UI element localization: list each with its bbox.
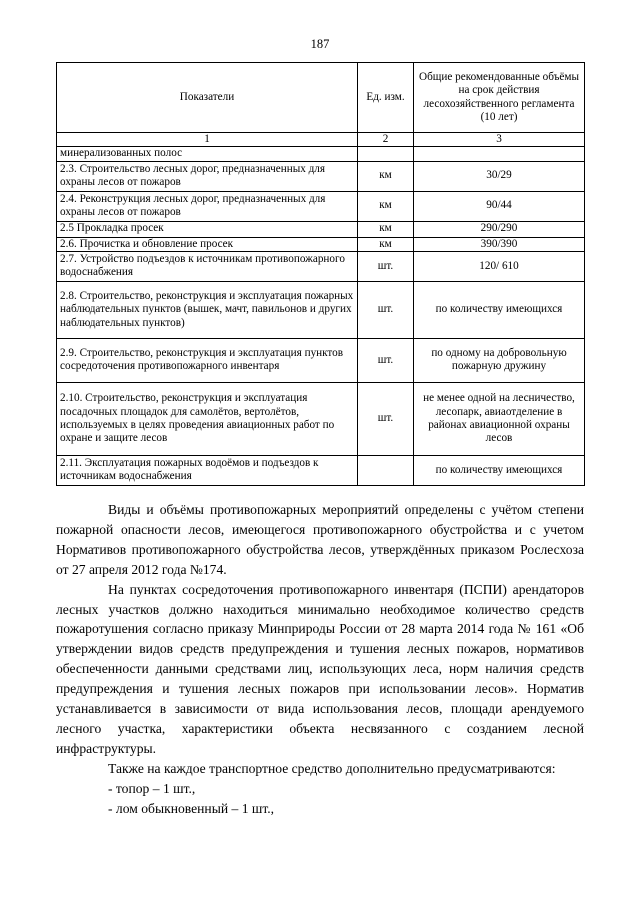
table-row — [57, 251, 585, 281]
row-value: не менее одной на лесничество, лесопарк, авиаотделение в районах авиационной охраны лесов — [414, 382, 585, 455]
row-value: 120/ 610 — [414, 251, 585, 281]
row-unit: шт. — [358, 382, 414, 455]
table-row — [57, 147, 585, 161]
row-unit — [358, 147, 414, 161]
table-numbering-row — [57, 133, 585, 147]
row-indicator: 2.11. Эксплуатация пожарных водоёмов и подъездов к источникам водоснабжения — [57, 455, 358, 485]
paragraph: На пунктах сосредоточения противопожарного инвентаря (ПСПИ) арендаторов лесных участков должно находиться минимально необходимое количество средств пожаротушения согласно приказу Минприроды России от 28 марта 2014 года № 161 «Об утверждении видов средств предупреждения и тушения лесных пожаров, нормативов обеспеченности данными средствами лиц, использующих леса, норм наличия средств предупреждения и тушения лесных пожаров при использовании лесов». Норматив устанавливается в зависимости от вида использования лесов, площади арендуемого лесного участка, характеристики объекта несвязанного с созданием лесной инфраструктуры. — [56, 581, 584, 756]
header-unit: Ед. изм. — [358, 63, 414, 133]
row-unit: шт. — [358, 281, 414, 338]
header-volumes: Общие рекомендованные объёмы на срок действия лесохозяйственного регламента (10 лет) — [414, 63, 585, 133]
row-value: по количеству имеющихся — [414, 281, 585, 338]
row-unit: шт. — [358, 338, 414, 382]
row-value: по количеству имеющихся — [414, 455, 585, 485]
table-row — [57, 237, 585, 251]
row-value — [414, 147, 585, 161]
table-row — [57, 382, 585, 455]
page-number: 187 — [310, 37, 330, 51]
row-indicator: минерализованных полос — [57, 147, 358, 161]
row-unit: км — [358, 161, 414, 191]
column-number: 2 — [358, 133, 414, 147]
row-indicator: 2.5 Прокладка просек — [57, 221, 358, 237]
row-indicator: 2.9. Строительство, реконструкция и эксплуатация пунктов сосредоточения противопожарного инвентаря — [57, 338, 358, 382]
column-number: 1 — [57, 133, 358, 147]
table-row — [57, 191, 585, 221]
column-number: 3 — [414, 133, 585, 147]
row-unit — [358, 455, 414, 485]
row-value: по одному на добровольную пожарную дружину — [414, 338, 585, 382]
row-unit: км — [358, 221, 414, 237]
body-text — [56, 500, 584, 819]
table-row — [57, 161, 585, 191]
header-indicators: Показатели — [57, 63, 358, 133]
table-header-row — [57, 63, 585, 133]
row-value: 30/29 — [414, 161, 585, 191]
row-unit: шт. — [358, 251, 414, 281]
row-value: 90/44 — [414, 191, 585, 221]
list-item: - топор – 1 шт., — [108, 780, 196, 796]
row-indicator: 2.8. Строительство, реконструкция и эксплуатация пожарных наблюдательных пунктов (вышек, мачт, павильонов и других наблюдательных пунктов) — [57, 281, 358, 338]
fire-prevention-table — [56, 62, 585, 486]
row-indicator: 2.3. Строительство лесных дорог, предназначенных для охраны лесов от пожаров — [57, 161, 358, 191]
row-indicator: 2.4. Реконструкция лесных дорог, предназначенных для охраны лесов от пожаров — [57, 191, 358, 221]
paragraph: Также на каждое транспортное средство дополнительно предусматриваются: — [108, 760, 556, 776]
table-row — [57, 281, 585, 338]
table-row — [57, 221, 585, 237]
row-value: 290/290 — [414, 221, 585, 237]
row-indicator: 2.10. Строительство, реконструкция и эксплуатация посадочных площадок для самолётов, вертолётов, используемых в целях проведения авиационных работ по охране и защите лесов — [57, 382, 358, 455]
table-row — [57, 338, 585, 382]
row-indicator: 2.6. Прочистка и обновление просек — [57, 237, 358, 251]
paragraph: Виды и объёмы противопожарных мероприятий определены с учётом степени пожарной опасности лесов, имеющегося противопожарного обустройства и с учетом Нормативов противопожарного обустройства лесов, утверждённых приказом Рослесхоза от 27 апреля 2012 года №174. — [56, 502, 584, 577]
row-value: 390/390 — [414, 237, 585, 251]
row-unit: км — [358, 237, 414, 251]
row-indicator: 2.7. Устройство подъездов к источникам противопожарного водоснабжения — [57, 251, 358, 281]
table-row — [57, 455, 585, 485]
row-unit: км — [358, 191, 414, 221]
list-item: - лом обыкновенный – 1 шт., — [108, 800, 275, 816]
